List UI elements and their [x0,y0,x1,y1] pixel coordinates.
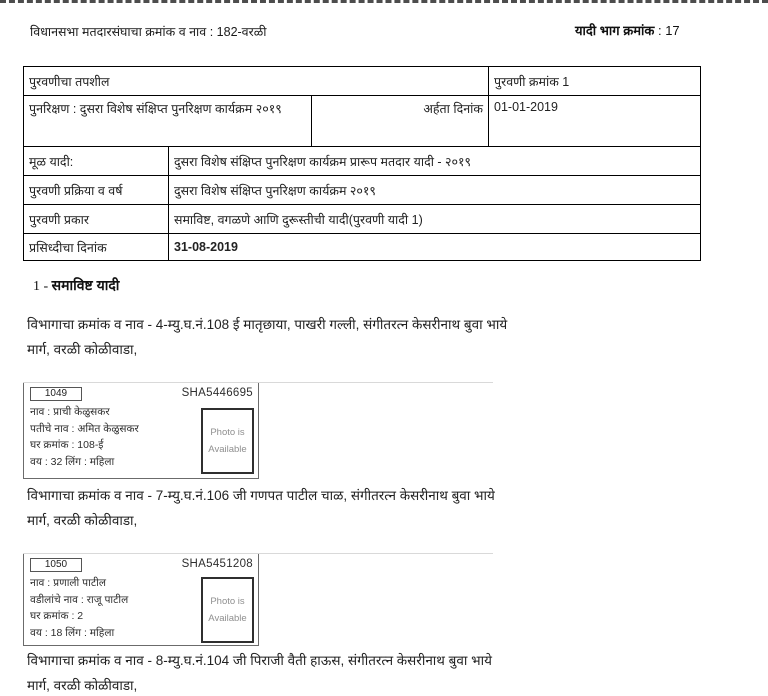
process-label-cell: पुरवणी प्रक्रिया व वर्ष [29,183,123,198]
table-row [24,147,700,176]
division-paragraph: विभागाचा क्रमांक व नाव - 8-म्यु.घ.नं.104 जी पिराजी वैती हाऊस, संगीतरत्न केसरीनाथ बुवा भाये मार्ग, वरळी कोळीवाडा, [27,653,492,693]
voter-details [30,404,139,470]
voter-relation-line: पतीचे नाव : अमित केळुसकर [30,422,139,435]
qualifying-date-label-cell: अर्हता दिनांक [311,96,488,146]
list-part-label: यादी भाग क्रमांक [575,23,655,38]
voter-relation-line: वडीलांचे नाव : राजू पाटील [30,593,129,606]
voter-age-gender-line: वय : 32 लिंग : महिला [30,455,115,468]
voter-house-line: घर क्रमांक : 2 [30,610,84,622]
supplement-number-cell: पुरवणी क्रमांक 1 [488,67,700,95]
voter-house-line: घर क्रमांक : 108-ई [30,439,104,451]
process-value-cell: दुसरा विशेष संक्षिप्त पुनरिक्षण कार्यक्रम २०१९ [168,176,700,204]
constituency-header: विधानसभा मतदारसंघाचा क्रमांक व नाव : 182-वरळी [30,25,267,39]
photo-available-box: Photo is Available [201,408,254,474]
page-top-dashed-border [0,0,768,3]
voter-serial-number: 1049 [30,387,82,401]
voter-card-row [23,553,493,646]
voter-epic-number: SHA5451208 [181,558,253,570]
heading-number: 1 - [33,279,52,294]
list-part-header [575,21,680,39]
division-paragraph: विभागाचा क्रमांक व नाव - 4-म्यु.घ.नं.108 ई मातृछाया, पाखरी गल्ली, संगीतरत्न केसरीनाथ बुवा भाये मार्ग, वरळी कोळीवाडा, [27,317,508,357]
voter-card-row [23,382,493,479]
qualifying-date-value-cell: 01-01-2019 [488,96,700,146]
voter-serial-number: 1050 [30,558,82,572]
base-roll-value-cell: दुसरा विशेष संक्षिप्त पुनरिक्षण कार्यक्रम प्रारूप मतदार यादी - २०१९ [168,147,700,175]
voter-epic-number: SHA5446695 [181,387,253,399]
voter-name-line: नाव : प्रणाली पाटील [30,577,106,589]
division-paragraph: विभागाचा क्रमांक व नाव - 7-म्यु.घ.नं.106 जी गणपत पाटील चाळ, संगीतरत्न केसरीनाथ बुवा भाये मार्ग, वरळी कोळीवाडा, [27,488,495,528]
table-row [24,234,700,260]
type-label-cell: पुरवणी प्रकार [29,212,89,227]
photo-available-box: Photo is Available [201,577,254,643]
voter-age-gender-line: वय : 18 लिंग : महिला [30,626,115,639]
table-row [24,176,700,205]
base-roll-label-cell: मूळ यादी: [29,154,74,169]
table-row [24,205,700,234]
included-list-heading [33,276,119,295]
publish-date-label-cell: प्रसिध्दीचा दिनांक [29,240,107,255]
list-part-value: : 17 [657,23,680,38]
table-row [24,96,700,147]
voter-name-line: नाव : प्राची केळुसकर [30,406,110,418]
table-row [24,67,700,96]
voter-details [30,575,128,641]
publish-date-value-cell: 31-08-2019 [168,234,700,260]
supplement-details-table [23,66,701,261]
voter-card [23,554,259,646]
supplement-title-cell: पुरवणीचा तपशील [29,74,110,89]
heading-text: समाविष्ट यादी [51,277,120,293]
voter-card [23,383,259,479]
revision-cell: पुनरिक्षण : दुसरा विशेष संक्षिप्त पुनरिक्षण कार्यक्रम २०१९ [29,102,282,116]
type-value-cell: समाविष्ट, वगळणे आणि दुरूस्तीची यादी(पुरवणी यादी 1) [168,205,700,233]
